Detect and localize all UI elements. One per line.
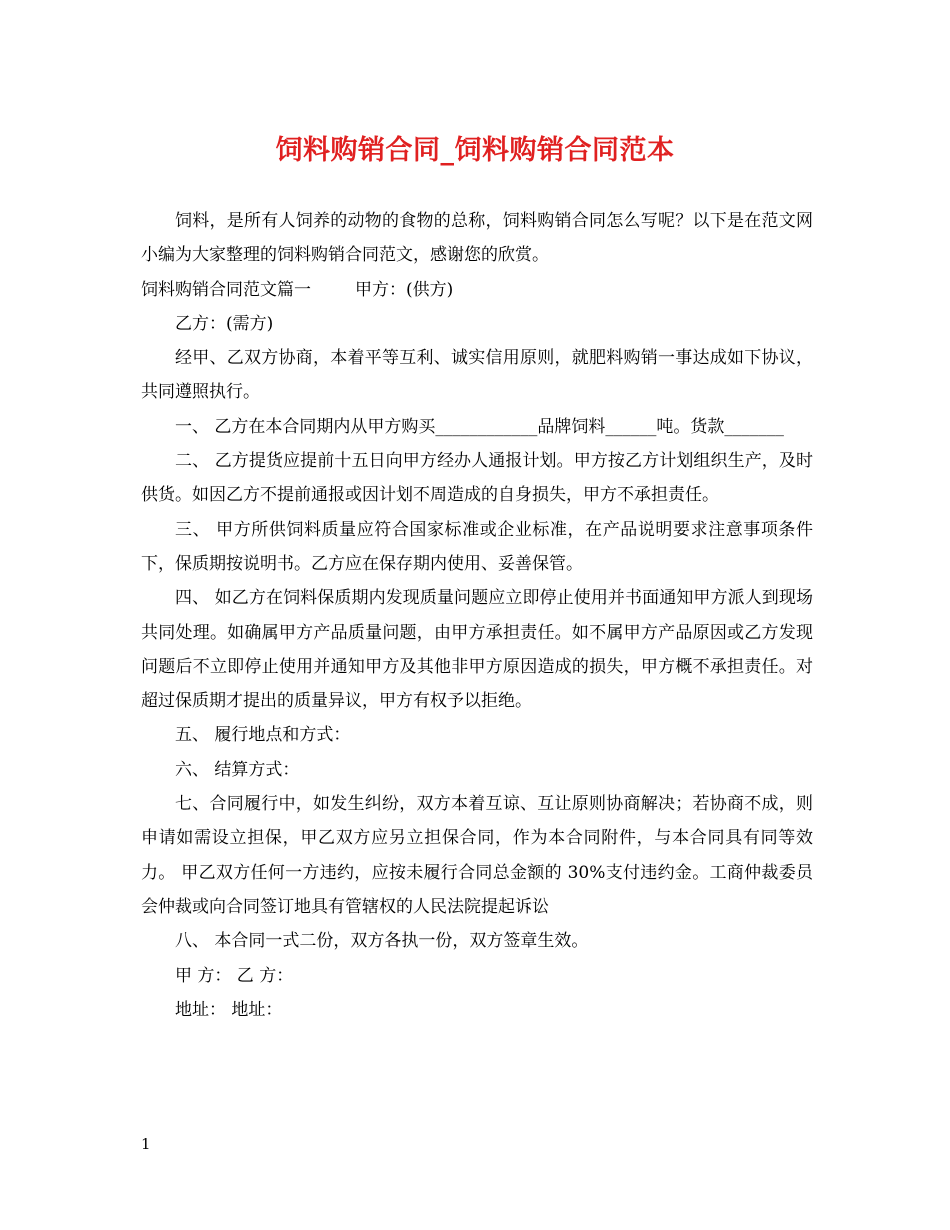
- clause-3: 三、 甲方所供饲料质量应符合国家标准或企业标准，在产品说明要求注意事项条件下，保质期按说明书。乙方应在保存期内使用、妥善保管。: [141, 519, 813, 574]
- clause-4: 四、 如乙方在饲料保质期内发现质量问题应立即停止使用并书面通知甲方派人到现场共同处理。如确属甲方产品质量问题，由甲方承担责任。如不属甲方产品原因或乙方发现问题后不立即停止使用并通知甲方及其他非甲方原因造成的损失，甲方概不承担责任。对超过保质期才提出的质量异议，甲方有权予以拒绝。: [141, 588, 813, 712]
- clause-8: 八、 本合同一式二份，双方各执一份，双方签章生效。: [175, 931, 589, 952]
- address-line: 地址： 地址：: [175, 999, 283, 1020]
- preamble-paragraph: 经甲、乙双方协商，本着平等互利、诚实信用原则，就肥料购销一事达成如下协议，共同遵照执行。: [141, 348, 813, 403]
- clause-5: 五、 履行地点和方式：: [175, 725, 351, 746]
- clause-6: 六、 结算方式：: [175, 759, 300, 780]
- party-b-label: 乙方：(需方): [175, 313, 274, 334]
- document-body: [141, 204, 813, 1027]
- party-a-label: 甲方：(供方): [355, 279, 454, 300]
- page-number: 1: [141, 1135, 151, 1153]
- clause-1: 一、 乙方在本合同期内从甲方购买____________品牌饲料______吨。货款_______: [175, 416, 784, 437]
- intro-paragraph: 饲料，是所有人饲养的动物的食物的总称，饲料购销合同怎么写呢？以下是在范文网小编为大家整理的饲料购销合同范文，感谢您的欣赏。: [141, 211, 813, 266]
- clause-2: 二、 乙方提货应提前十五日向甲方经办人通报计划。甲方按乙方计划组织生产，及时供货。如因乙方不提前通报或因计划不周造成的自身损失，甲方不承担责任。: [141, 451, 813, 506]
- clause-7: 七、合同履行中，如发生纠纷，双方本着互谅、互让原则协商解决；若协商不成，则申请如需设立担保，甲乙双方应另立担保合同，作为本合同附件，与本合同具有同等效力。 甲乙双方任何一方违约，应按未履行合同总金额的 30%支付违约金。工商仲裁委员会仲裁或向合同签订地具有管辖权的人民法院提起诉讼: [141, 794, 813, 917]
- heading-line: [141, 273, 813, 307]
- section-heading: 饲料购销合同范文篇一: [141, 279, 311, 300]
- signature-line: 甲 方： 乙 方：: [175, 965, 294, 986]
- page-title: 饲料购销合同_饲料购销合同范本: [275, 135, 675, 166]
